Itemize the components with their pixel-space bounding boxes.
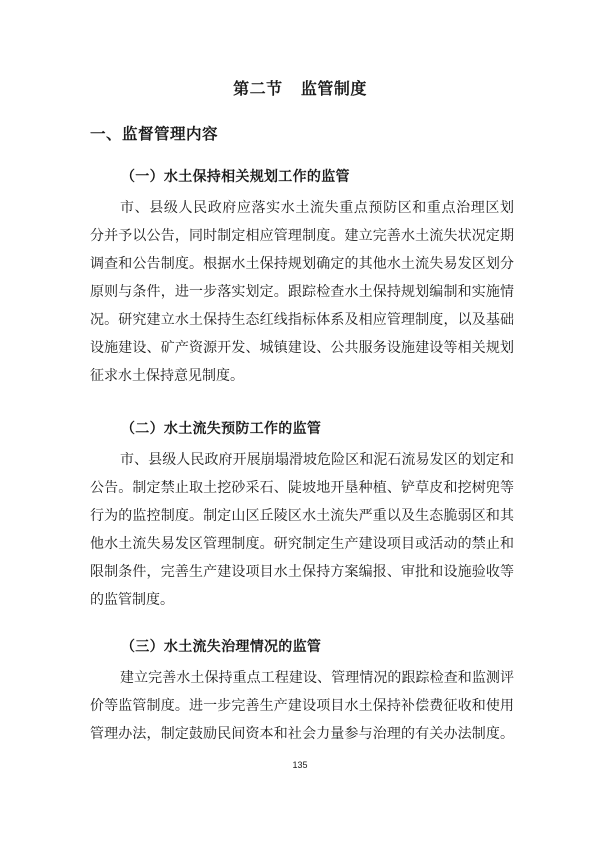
text-line: 公告。制定禁止取土挖砂采石、陡坡地开垦种植、铲草皮和挖树兜等: [90, 480, 514, 496]
text-line: 市、县级人民政府开展崩塌滑坡危险区和泥石流易发区的划定和: [120, 452, 514, 468]
section-title: 第二节 监管制度: [233, 79, 367, 98]
text-line: 况。研究建立水土保持生态红线指标体系及相应管理制度，以及基础: [90, 312, 514, 328]
subsection-heading-prevention: （二）水土流失预防工作的监管: [121, 421, 322, 437]
text-line: 的监管制度。: [90, 592, 174, 608]
text-line: 价等监管制度。进一步完善生产建设项目水土保持补偿费征收和使用: [90, 698, 514, 714]
heading-supervision-content: 一、监督管理内容: [90, 125, 219, 143]
text-line: 行为的监控制度。制定山区丘陵区水土流失严重以及生态脆弱区和其: [90, 508, 514, 524]
page-number: 135: [292, 760, 308, 770]
text-line: 征求水土保持意见制度。: [90, 368, 244, 384]
paragraph-governance: [90, 664, 514, 748]
subsection-heading-planning: （一）水土保持相关规划工作的监管: [121, 169, 350, 185]
text-line: 限制条件，完善生产建设项目水土保持方案编报、审批和设施验收等: [90, 564, 514, 580]
text-line: 他水土流失易发区管理制度。研究制定生产建设项目或活动的禁止和: [90, 536, 514, 552]
subsection-heading-governance: （三）水土流失治理情况的监管: [121, 639, 322, 655]
text-line: 原则与条件，进一步落实划定。跟踪检查水土保持规划编制和实施情: [90, 284, 514, 300]
text-line: 调查和公告制度。根据水土保持规划确定的其他水土流失易发区划分: [90, 256, 514, 272]
text-line: 市、县级人民政府应落实水土流失重点预防区和重点治理区划: [120, 200, 514, 216]
paragraph-planning: [90, 194, 514, 390]
text-line: 建立完善水土保持重点工程建设、管理情况的跟踪检查和监测评: [120, 670, 514, 686]
paragraph-prevention: [90, 446, 514, 614]
text-line: 分并予以公告，同时制定相应管理制度。建立完善水土流失状况定期: [90, 228, 514, 244]
text-line: 管理办法，制定鼓励民间资本和社会力量参与治理的有关办法制度。: [90, 726, 514, 742]
text-line: 设施建设、矿产资源开发、城镇建设、公共服务设施建设等相关规划: [90, 340, 514, 356]
